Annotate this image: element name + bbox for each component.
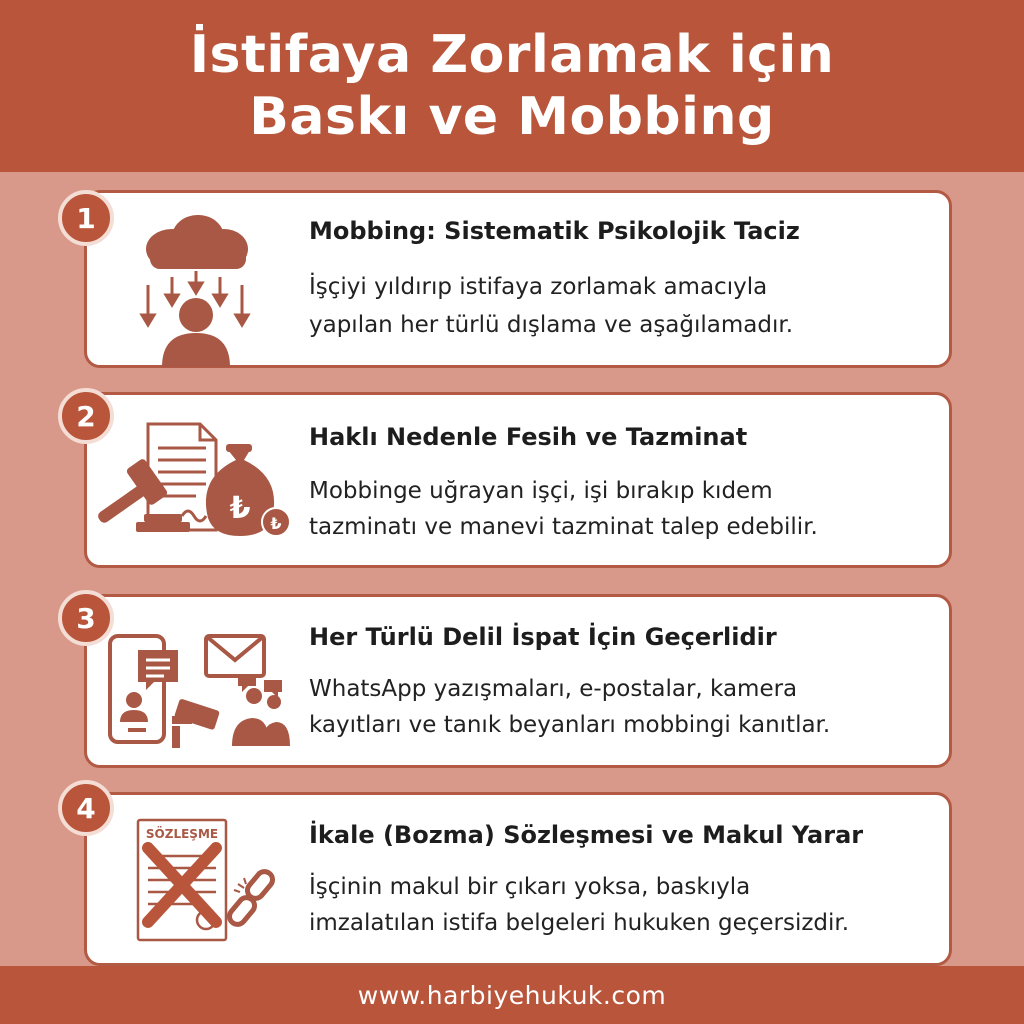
card-description-line2: imzalatılan istifa belgeleri hukuken geçersizdir. <box>309 910 850 936</box>
currency-symbol-coin: ₺ <box>270 514 282 533</box>
card-description-line1: WhatsApp yazışmaları, e-postalar, kamera <box>309 676 798 702</box>
card-description-line1: Mobbinge uğrayan işçi, işi bırakıp kıdem <box>309 478 773 504</box>
currency-symbol: ₺ <box>229 491 251 526</box>
footer-banner <box>0 966 1024 1024</box>
card-description-line2: tazminatı ve manevi tazminat talep edebilir. <box>309 514 818 540</box>
step-badge-3: 3 <box>58 590 114 646</box>
card-description-line1: İşçinin makul bir çıkarı yoksa, baskıyla <box>309 874 751 900</box>
page-title-line2: Baskı ve Mobbing <box>249 87 775 147</box>
card-title: Haklı Nedenle Fesih ve Tazminat <box>309 423 748 451</box>
page-title-line1: İstifaya Zorlamak için <box>189 25 835 85</box>
crossed-contract-broken-chain-icon <box>134 818 294 948</box>
step-badge-4: 4 <box>58 780 114 836</box>
website-url[interactable]: www.harbiyehukuk.com <box>357 980 667 1010</box>
gavel-document-money-bag-icon <box>96 418 292 550</box>
step-badge-1: 1 <box>58 190 114 246</box>
card-description-line2: kayıtları ve tanık beyanları mobbingi kanıtlar. <box>309 712 831 738</box>
pressure-cloud-person-icon <box>136 215 256 374</box>
card-description-line2: yapılan her türlü dışlama ve aşağılamadır. <box>309 312 794 338</box>
header-banner <box>0 0 1024 172</box>
card-title: Mobbing: Sistematik Psikolojik Taciz <box>309 217 800 245</box>
step-badge-2: 2 <box>58 388 114 444</box>
phone-email-camera-witness-icon <box>106 630 296 754</box>
card-title: Her Türlü Delil İspat İçin Geçerlidir <box>309 623 777 651</box>
contract-label: SÖZLEŞME <box>145 827 219 841</box>
card-description-line1: İşçiyi yıldırıp istifaya zorlamak amacıyla <box>309 274 768 300</box>
card-title: İkale (Bozma) Sözleşmesi ve Makul Yarar <box>309 821 864 849</box>
